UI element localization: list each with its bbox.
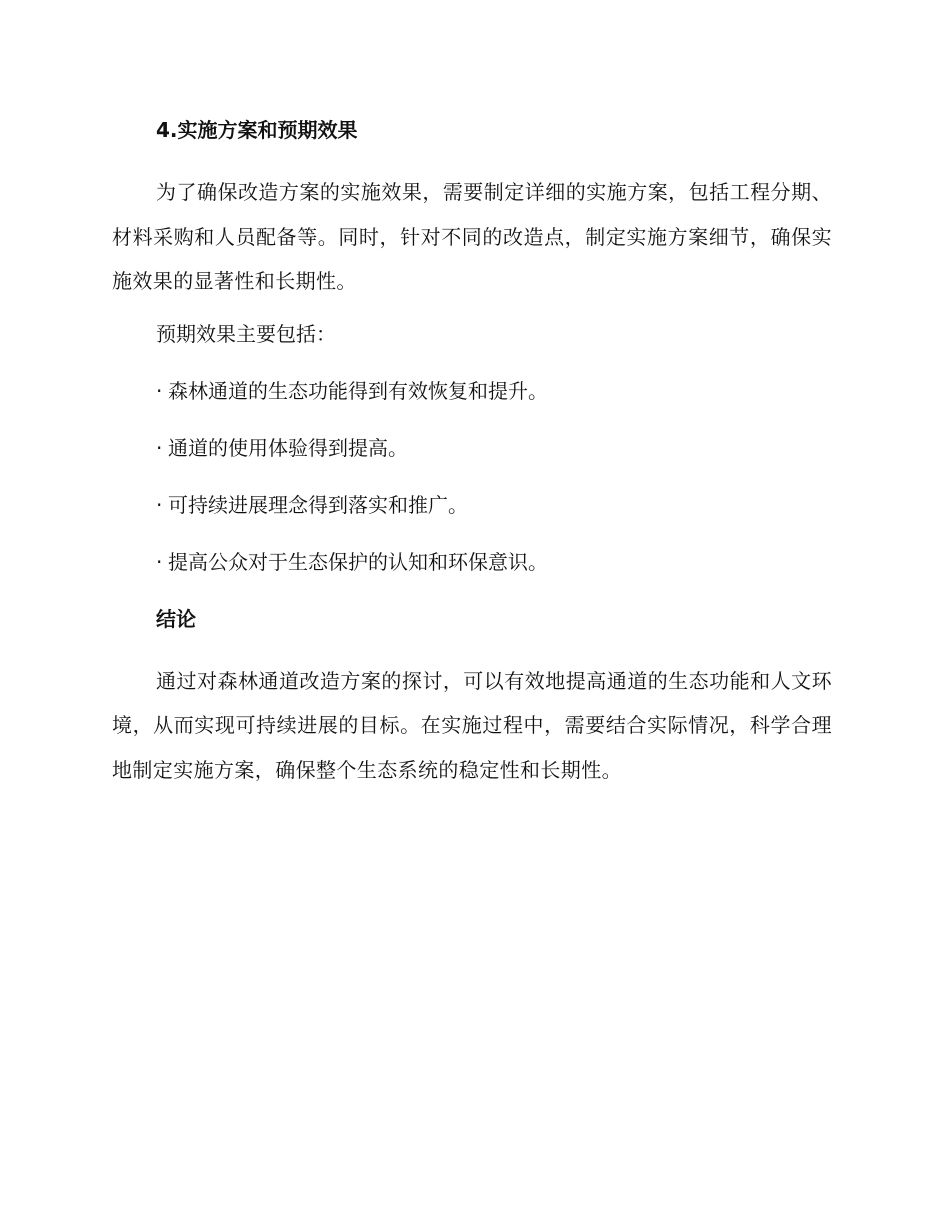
bullet-icon: · — [156, 492, 163, 517]
bullet-icon: · — [156, 378, 163, 403]
document-page — [112, 112, 832, 804]
list-item-text: 森林通道的生态功能得到有效恢复和提升。 — [168, 378, 548, 403]
list-item-text: 提高公众对于生态保护的认知和环保意识。 — [168, 549, 548, 574]
effects-intro: 预期效果主要包括： — [156, 321, 336, 346]
conclusion-heading: 结论 — [156, 606, 196, 631]
bullet-icon: · — [156, 549, 163, 574]
list-item-text: 可持续进展理念得到落实和推广。 — [168, 492, 468, 517]
list-item — [112, 544, 832, 580]
section-heading: 4.实施方案和预期效果 — [156, 118, 358, 142]
section-paragraph: 为了确保改造方案的实施效果，需要制定详细的实施方案，包括工程分期、材料采购和人员配备等。同时，针对不同的改造点，制定实施方案细节，确保实施效果的显著性和长期性。 — [112, 180, 832, 293]
list-item — [112, 487, 832, 523]
bullet-icon: · — [156, 435, 163, 460]
list-item — [112, 373, 832, 409]
list-item — [112, 430, 832, 466]
list-item-text: 通道的使用体验得到提高。 — [168, 435, 408, 460]
conclusion-paragraph: 通过对森林通道改造方案的探讨，可以有效地提高通道的生态功能和人文环境，从而实现可持续进展的目标。在实施过程中，需要结合实际情况，科学合理地制定实施方案，确保整个生态系统的稳定性和长期性。 — [112, 668, 832, 782]
